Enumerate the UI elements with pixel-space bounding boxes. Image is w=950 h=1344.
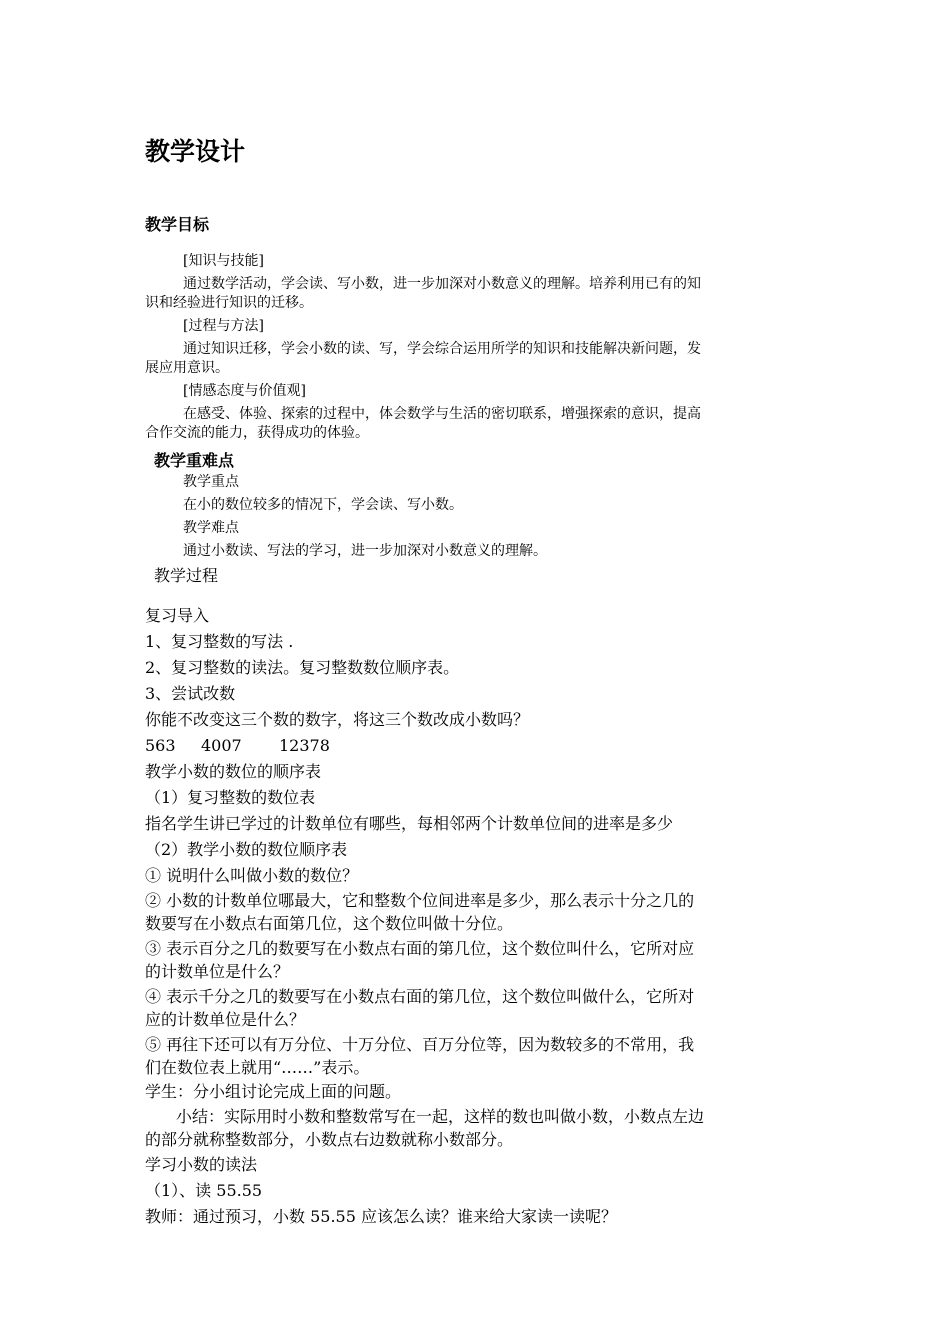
difficulty-label: 教学难点 [183, 520, 239, 536]
goals-heading: 教学目标 [145, 215, 210, 234]
student-task: 学生：分小组讨论完成上面的问题。 [145, 1082, 402, 1101]
number-item: 12378 [279, 736, 330, 755]
process-label: [过程与方法] [183, 318, 264, 334]
knowledge-text-line-2: 识和经验进行知识的迁移。 [145, 295, 313, 311]
process-heading: 教学过程 [154, 566, 219, 585]
review-item-2: 2、复习整数的读法。复习整数数位顺序表。 [145, 658, 460, 677]
teacher-question: 教师：通过预习，小数 55.55 应该怎么读？谁来给大家读一读呢？ [145, 1207, 617, 1226]
emotion-text-line-1: 在感受、体验、探索的过程中，体会数学与生活的密切联系，增强探索的意识，提高 [183, 406, 701, 422]
key-point-text: 在小的数位较多的情况下，学会读、写小数。 [183, 497, 463, 513]
question-5-line-2: 们在数位表上就用“……”表示。 [145, 1058, 370, 1077]
emotion-text-line-2: 合作交流的能力，获得成功的体验。 [145, 425, 369, 441]
process-text-line-1: 通过知识迁移，学会小数的读、写，学会综合运用所学的知识和技能解决新问题，发 [183, 341, 701, 357]
number-item: 4007 [201, 736, 242, 755]
question-3-line-1: ③ 表示百分之几的数要写在小数点右面的第几位，这个数位叫什么，它所对应 [145, 939, 695, 958]
key-points-heading: 教学重难点 [154, 451, 235, 470]
key-point-label: 教学重点 [183, 474, 239, 490]
review-item-3: 3、尝试改数 [145, 684, 236, 703]
order-item-1-text: 指名学生讲已学过的计数单位有哪些，每相邻两个计数单位间的进率是多少 [145, 814, 674, 833]
order-item-2: （2）教学小数的数位顺序表 [145, 840, 348, 859]
reading-item-1: （1）、读 55.55 [145, 1181, 263, 1200]
emotion-label: [情感态度与价值观] [183, 383, 306, 399]
question-3-line-2: 的计数单位是什么？ [145, 962, 290, 981]
difficulty-text: 通过小数读、写法的学习，进一步加深对小数意义的理解。 [183, 543, 547, 559]
question-4-line-2: 应的计数单位是什么？ [145, 1010, 306, 1029]
number-item: 563 [145, 736, 176, 755]
summary-line-1: 小结：实际用时小数和整数常写在一起，这样的数也叫做小数，小数点左边 [176, 1107, 705, 1126]
summary-line-2: 的部分就称整数部分，小数点右边数就称小数部分。 [145, 1130, 514, 1149]
question-1: ① 说明什么叫做小数的数位？ [145, 866, 359, 885]
process-text-line-2: 展应用意识。 [145, 360, 229, 376]
question-4-line-1: ④ 表示千分之几的数要写在小数点右面的第几位，这个数位叫做什么，它所对 [145, 987, 695, 1006]
order-heading: 教学小数的数位的顺序表 [145, 762, 322, 781]
number-list [145, 734, 330, 757]
question-5-line-1: ⑤ 再往下还可以有万分位、十万分位、百万分位等，因为数较多的不常用，我 [145, 1035, 695, 1054]
page-title: 教学设计 [145, 137, 246, 166]
question-2-line-2: 数要写在小数点右面第几位，这个数位叫做十分位。 [145, 914, 514, 933]
reading-heading: 学习小数的读法 [145, 1155, 258, 1174]
review-item-1: 1、复习整数的写法 . [145, 632, 294, 651]
review-heading: 复习导入 [145, 606, 210, 625]
change-question: 你能不改变这三个数的数字，将这三个数改成小数吗？ [145, 710, 530, 729]
order-item-1: （1）复习整数的数位表 [145, 788, 316, 807]
knowledge-label: [知识与技能] [183, 253, 264, 269]
question-2-line-1: ② 小数的计数单位哪最大，它和整数个位间进率是多少，那么表示十分之几的 [145, 891, 695, 910]
knowledge-text-line-1: 通过数学活动，学会读、写小数，进一步加深对小数意义的理解。培养利用已有的知 [183, 276, 701, 292]
